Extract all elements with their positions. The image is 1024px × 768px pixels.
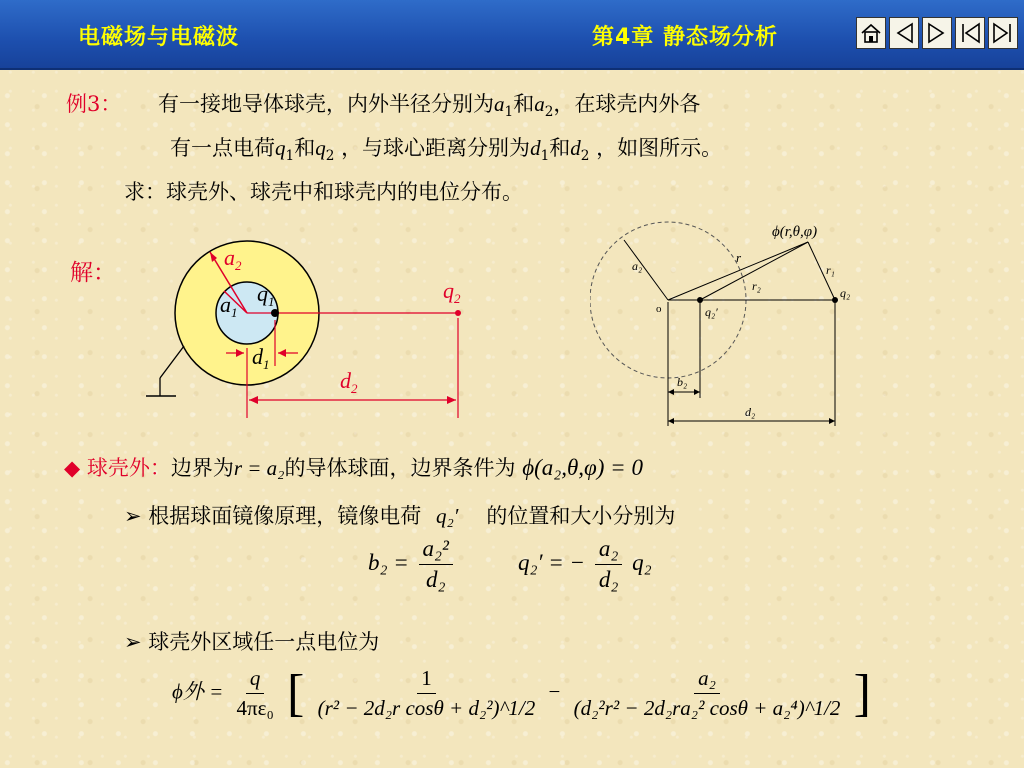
label-a2: $a_2$ — [224, 245, 242, 273]
home-button[interactable] — [856, 17, 886, 49]
course-title: 电磁场与电磁波 — [78, 25, 240, 50]
next-page-button[interactable] — [922, 17, 952, 49]
label-b2: b₂ — [677, 375, 688, 389]
label-image-charge: q₂′ — [705, 305, 718, 319]
slide-navigation — [856, 17, 1021, 49]
equation-image-charge: q₂′ = − $\frac{\text{a₂}}{\text{d₂}}$ q₂ — [518, 536, 652, 592]
label-d2: $d_2$ — [340, 368, 358, 396]
arrow-bullet-icon: ➢ — [124, 504, 142, 528]
first-page-icon — [892, 21, 916, 45]
boundary-equation: r = a₂ — [233, 456, 285, 480]
next-page-icon — [925, 21, 949, 45]
image-method-figure — [590, 218, 880, 430]
problem-line-1: 有一接地导体球壳，内外半径分别为$a_1$和$a_2$，在球壳内外各 — [158, 92, 701, 121]
label-q2-right: q₂ — [840, 286, 851, 300]
home-icon — [859, 21, 883, 45]
outside-heading: 球壳外： — [86, 456, 171, 480]
last-page-icon — [991, 21, 1015, 45]
label-a2-right: a₂ — [632, 259, 643, 273]
arrow-bullet-icon: ➢ — [124, 630, 142, 654]
first-page-button[interactable] — [889, 17, 919, 49]
problem-line-2: 有一点电荷$q_1$和$q_2$ ，与球心距离分别为$d_1$和$d_2$ ，如图所示。 — [170, 136, 723, 165]
outside-heading-line: ◆ 球壳外：边界为r = a₂的导体球面，边界条件为 ϕ(a₂,θ,φ) = 0 — [64, 455, 643, 480]
d2-right-arrowhead — [447, 396, 456, 404]
label-d1: $d_1$ — [252, 344, 270, 372]
problem-line-3: 求：球壳外、球壳中和球壳内的电位分布。 — [124, 180, 523, 204]
shell-figure — [140, 228, 480, 428]
prev-page-icon — [958, 21, 982, 45]
bullet-diamond-icon: ◆ — [64, 456, 81, 480]
solution-label: 解： — [70, 260, 116, 286]
label-q2: $q_2$ — [443, 278, 461, 306]
d2-left-arrowhead — [249, 396, 258, 404]
last-page-button[interactable] — [988, 17, 1018, 49]
charge-q1-dot — [271, 309, 279, 317]
charge-q2-dot — [455, 310, 461, 316]
chapter-title: 第4章 静态场分析 — [592, 25, 778, 50]
radius-a2-line — [624, 240, 668, 300]
potential-line: ➢ 球壳外区域任一点电位为 — [124, 630, 380, 654]
label-origin: o — [656, 303, 662, 315]
boundary-condition: ϕ(a₂,θ,φ) = 0 — [522, 455, 643, 480]
header-bar — [0, 0, 1024, 70]
equation-b2: b₂ = $\frac{\text{a₂²}}{\text{d₂}}$ — [368, 536, 457, 593]
label-a1: $a_1$ — [220, 292, 238, 320]
label-d2-right: d₂ — [745, 405, 756, 419]
label-potential: ϕ(r,θ,φ) — [772, 224, 818, 240]
label-r: r — [736, 250, 742, 265]
ground-wire — [160, 346, 184, 378]
label-q1: $q_1$ — [257, 281, 275, 309]
example-label: 例3： — [66, 92, 122, 116]
image-charge-line: ➢ 根据球面镜像原理，镜像电荷 q₂′ 的位置和大小分别为 — [124, 504, 676, 528]
label-r1: r₁ — [826, 263, 835, 277]
prev-page-button[interactable] — [955, 17, 985, 49]
label-r2: r₂ — [752, 279, 761, 293]
image-charge-symbol: q₂′ — [435, 504, 459, 528]
potential-formula: ϕ外 = $\frac{q}{\text{4πε₀}}$ [ $\frac{1}{\text{(r² − 2d₂r cosθ + d₂²)\textasciicircum{}1/2}}$ − $\frac{\text{a₂}}{\text{(d₂²r² − 2d₂ra₂² cosθ + a₂⁴)\textasciicircum{}1/2}}$ ] — [172, 665, 871, 722]
